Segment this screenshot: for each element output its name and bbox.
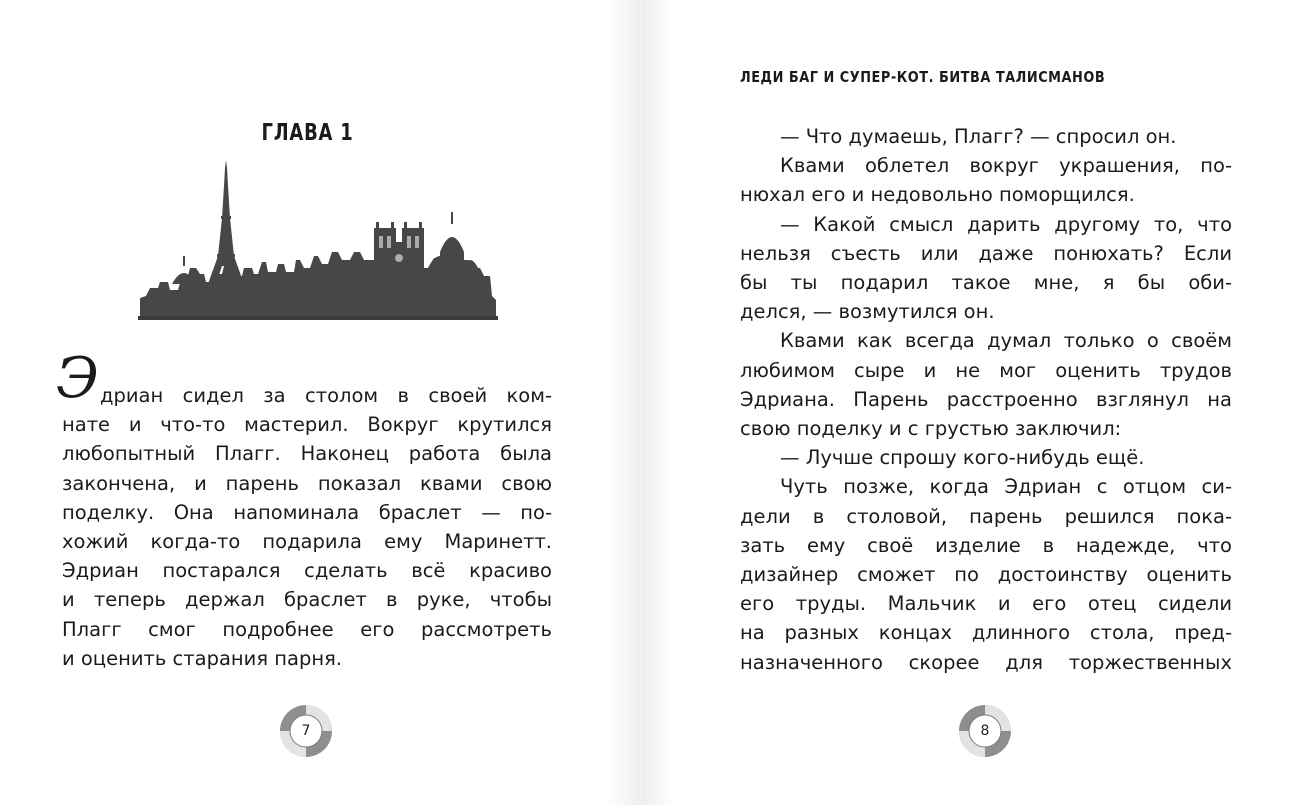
- text-line: — Что думаешь, Плагг? — спросил он.: [780, 125, 1177, 148]
- page-number-badge: [278, 703, 334, 759]
- text-line: Чуть позже, когда Эдриан с отцом си-: [780, 475, 1232, 499]
- paragraph-line: Эдриан постарался сделать всё красиво: [62, 559, 552, 583]
- text-line: назначенного скорее для торжественных: [740, 650, 1232, 674]
- dropcap-letter: Э: [56, 346, 99, 411]
- chapter-title: ГЛАВА 1: [261, 120, 354, 146]
- text-line: Квами облетел вокруг украшения, по-: [780, 154, 1232, 178]
- text-line: делся, — возмутился он.: [740, 300, 995, 324]
- chapter-paragraph: [56, 346, 552, 673]
- text-line: дели в столовой, парень решился пока-: [740, 504, 1232, 528]
- paragraph-line: любопытный Плагг. Наконец работа была: [62, 442, 552, 466]
- text-line: — Какой смысл дарить другому то, что: [780, 212, 1232, 236]
- page-number-badge: [957, 703, 1013, 759]
- paragraph-line: нате и что-то мастерил. Вокруг крутился: [62, 413, 552, 437]
- text-line: бы ты подарил такое мне, я бы оби-: [740, 271, 1232, 295]
- text-line: его труды. Мальчик и его отец сидели: [740, 592, 1232, 616]
- page-number: 7: [301, 723, 311, 739]
- text-line: Квами как всегда думал только о своём: [780, 329, 1232, 353]
- running-header: ЛЕДИ БАГ И СУПЕР-КОТ. БИТВА ТАЛИСМАНОВ: [740, 68, 1106, 86]
- text-line: Эдриана. Парень расстроенно взглянул на: [740, 387, 1232, 411]
- text-line: — Лучше спрошу кого-нибудь ещё.: [780, 446, 1145, 470]
- text-line: дизайнер сможет по достоинству оценить: [740, 563, 1232, 587]
- gutter-shadow: [645, 0, 673, 805]
- text-line: свою поделку и с грустью заключил:: [740, 417, 1122, 441]
- paragraph-line-text: дриан сидел за столом в своей ком-: [100, 384, 552, 407]
- text-line: нюхал его и недовольно поморщился.: [740, 183, 1135, 207]
- paragraph-line: хожий когда-то подарила ему Маринетт.: [62, 530, 552, 554]
- paragraph-line: Плагг смог подробнее его рассмотреть: [62, 617, 552, 641]
- paris-skyline-illustration: [138, 156, 498, 324]
- paragraph-line: и оценить старания парня.: [62, 646, 343, 670]
- text-line: зать ему своё изделие в надежде, что: [740, 533, 1232, 557]
- paragraph-line: [56, 346, 552, 411]
- paragraph-line: закончена, и парень показал квами свою: [62, 471, 552, 495]
- text-line: любимом сыре и не мог оценить трудов: [740, 358, 1232, 382]
- page-number: 8: [980, 723, 990, 739]
- text-line: нельзя съесть или даже понюхать? Если: [740, 241, 1232, 265]
- paragraph-line: поделку. Она напоминала браслет — по-: [62, 500, 552, 524]
- left-page: [0, 0, 645, 805]
- text-line: на разных концах длинного стола, пред-: [740, 621, 1232, 645]
- body-text: [740, 122, 1232, 677]
- gutter-shadow: [605, 0, 645, 805]
- paragraph-line: и теперь держал браслет в руке, чтобы: [62, 588, 552, 612]
